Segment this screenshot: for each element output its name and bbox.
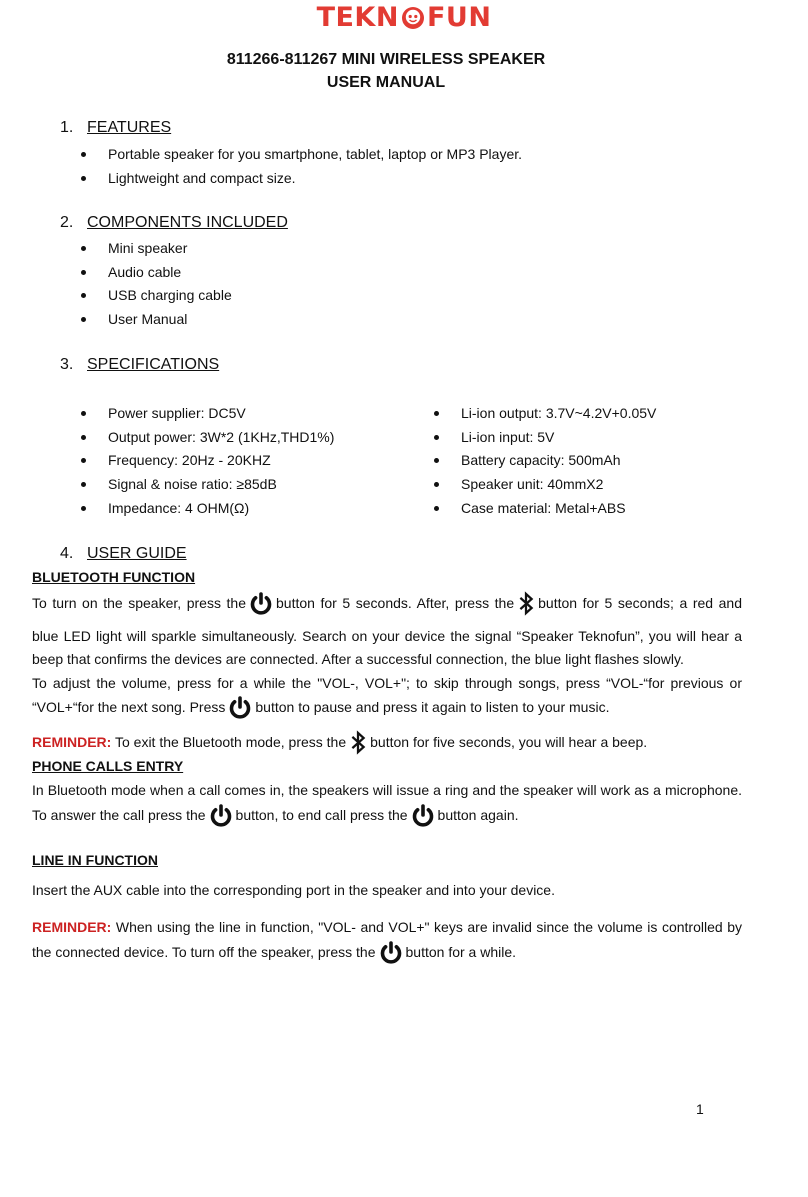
specs-list-right [431,403,656,521]
bluetooth-icon [517,590,535,625]
power-icon [249,591,273,625]
section-number: 4. [60,545,74,562]
list-item: Frequency: 20Hz - 20KHZ [78,450,334,474]
list-item: Audio cable [78,262,232,286]
linein-heading: LINE IN FUNCTION [32,852,158,868]
section-title: SPECIFICATIONS [87,356,220,373]
reminder-label: REMINDER: [32,733,112,750]
bluetooth-paragraph: To turn on the speaker, press the button for 5 seconds. After, press the button for 5 seconds; a red and blue LED light will sparkle simultaneously. Search on your device the signal “Speaker Teknofun”, you will hear a beep that confirms the devices are connected. After a successful connection, the blue light flashes slowly. To adjust the volume, press for a while the "VOL-, VOL+"; to skip through songs, press “VOL-“for previous or “VOL+“for the next song. Press button to pause and press it again to listen to your music. REMINDER: To exit the Bluetooth mode, press the button for five seconds, you will hear a beep. [32,590,742,764]
title-line-1: 811266-811267 MINI WIRELESS SPEAKER [226,51,546,68]
bluetooth-icon [349,729,367,764]
power-icon [379,940,403,974]
list-item: Lightweight and compact size. [78,168,522,192]
power-icon [228,695,252,729]
list-item: Mini speaker [78,238,232,262]
list-item: Impedance: 4 OHM(Ω) [78,498,334,522]
list-item: Li-ion input: 5V [431,427,656,451]
list-item: Li-ion output: 3.7V~4.2V+0.05V [431,403,656,427]
brand-part2: FUN [426,2,492,33]
section-title: FEATURES [87,119,172,136]
components-list [78,238,232,333]
phone-paragraph: In Bluetooth mode when a call comes in, the speakers will issue a ring and the speaker will work as a microphone. To answer the call press the button, to end call press the button again. [32,779,742,836]
logo-face-icon [400,6,426,37]
list-item: Speaker unit: 40mmX2 [431,474,656,498]
section-number: 1. [60,119,74,136]
reminder-label: REMINDER: [32,919,112,935]
specs-list-left [78,403,334,521]
features-list [78,144,522,191]
list-item: Power supplier: DC5V [78,403,334,427]
page-number: 1 [696,1101,704,1117]
power-icon [411,803,435,837]
linein-reminder: REMINDER: When using the line in function, "VOL- and VOL+" keys are invalid since the volume is controlled by the connected device. To turn off the speaker, press the button for a while. [32,916,742,973]
section-number: 2. [60,214,74,231]
list-item: Signal & noise ratio: ≥85dB [78,474,334,498]
list-item: User Manual [78,309,232,333]
title-line-2: USER MANUAL [326,74,446,91]
list-item: Case material: Metal+ABS [431,498,656,522]
section-specs-heading [60,356,219,374]
list-item: USB charging cable [78,285,232,309]
phone-heading: PHONE CALLS ENTRY [32,758,184,774]
bluetooth-heading: BLUETOOTH FUNCTION [32,569,196,585]
section-title: COMPONENTS INCLUDED [87,214,288,231]
brand-logo [0,2,808,37]
document-title [0,48,772,94]
section-features-heading [60,119,171,137]
linein-paragraph: Insert the AUX cable into the corresponding port in the speaker and into your device. [32,882,555,898]
power-icon [209,803,233,837]
brand-part1: TEKN [316,2,399,33]
list-item: Battery capacity: 500mAh [431,450,656,474]
section-title: USER GUIDE [87,545,187,562]
section-guide-heading [60,545,187,563]
list-item: Portable speaker for you smartphone, tablet, laptop or MP3 Player. [78,144,522,168]
list-item: Output power: 3W*2 (1KHz,THD1%) [78,427,334,451]
section-components-heading [60,214,288,232]
section-number: 3. [60,356,74,373]
